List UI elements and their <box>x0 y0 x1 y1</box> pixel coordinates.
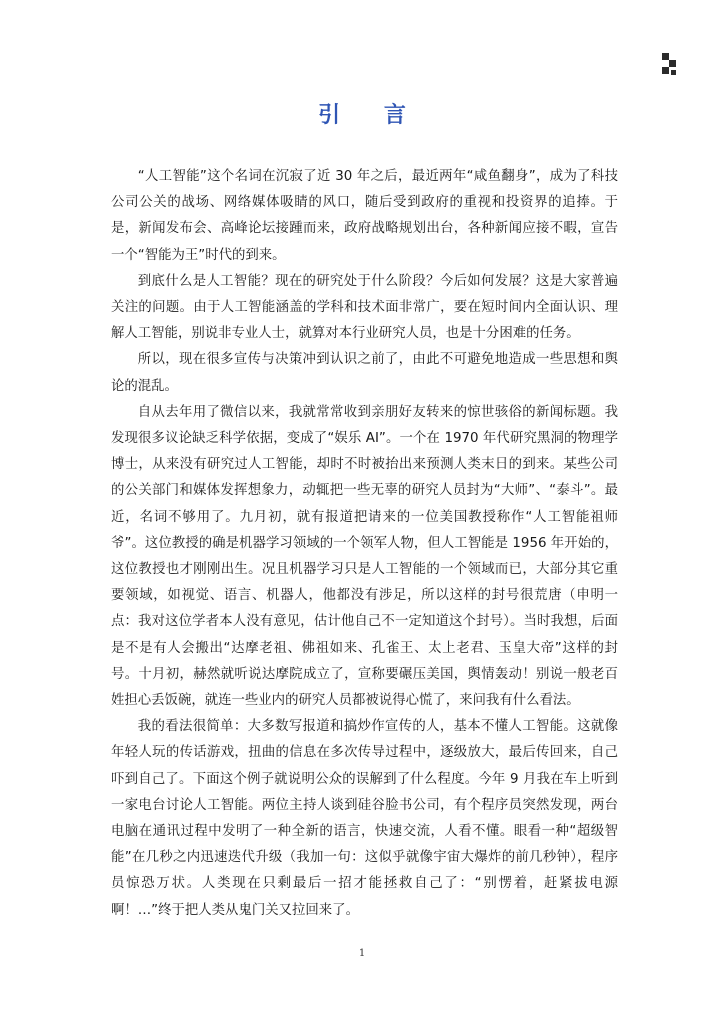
body-text <box>111 164 618 924</box>
page-title: 引 言 <box>318 103 424 128</box>
paragraph: 自从去年用了微信以来，我就常常收到亲朋好友转来的惊世骇俗的新闻标题。我发现很多议论缺乏科学依据，变成了“娱乐 AI”。一个在 1970 年代研究黑洞的物理学博士，从来没有研究过人工智能，却时不时被抬出来预测人类末日的到来。某些公司的公关部门和媒体发挥想象力，动辄把一些无辜的研究人员封为“大师”、“泰斗”。最近，名词不够用了。九月初，就有报道把请来的一位美国教授称作“人工智能祖师爷”。这位教授的确是机器学习领域的一个领军人物，但人工智能是 1956 年开始的，这位教授也才刚刚出生。况且机器学习只是人工智能的一个领域而已，大部分其它重要领域，如视觉、语言、机器人，他都没有涉足，所以这样的封号很荒唐（申明一点：我对这位学者本人没有意见，估计他自己不一定知道这个封号）。当时我想，后面是不是有人会搬出“达摩老祖、佛祖如来、孔雀王、太上老君、玉皇大帝”这样的封号。十月初，赫然就听说达摩院成立了，宣称要碾压美国，舆情轰动！别说一般老百姓担心丢饭碗，就连一些业内的研究人员都被说得心慌了，来问我有什么看法。 <box>111 404 618 709</box>
paragraph: “人工智能”这个名词在沉寂了近 30 年之后，最近两年“咸鱼翻身”，成为了科技公司公关的战场、网络媒体吸睛的风口，随后受到政府的重视和投资界的追捧。于是，新闻发布会、高峰论坛接踵而来，政府战略规划出台，各种新闻应接不暇，宣告一个“智能为王”时代的到来。 <box>111 169 618 263</box>
corner-logo-icon <box>660 50 680 80</box>
paragraph: 到底什么是人工智能？现在的研究处于什么阶段？今后如何发展？这是大家普遍关注的问题。由于人工智能涵盖的学科和技术面非常广，要在短时间内全面认识、理解人工智能，别说非专业人士，就算对本行业研究人员，也是十分困难的任务。 <box>111 273 618 342</box>
paragraph: 我的看法很简单：大多数写报道和搞炒作宣传的人，基本不懂人工智能。这就像年轻人玩的传话游戏，扭曲的信息在多次传导过程中，逐级放大，最后传回来，自己吓到自己了。下面这个例子就说明公众的误解到了什么程度。今年 9 月我在车上听到一家电台讨论人工智能。两位主持人谈到硅谷脸书公司，有个程序员突然发现，两台电脑在通讯过程中发明了一种全新的语言，快速交流，人看不懂。眼看一种“超级智能”在几秒之内迅速迭代升级（我加一句：这似乎就像宇宙大爆炸的前几秒钟），程序员惊恐万状。人类现在只剩最后一招才能拯救自己了：“别愣着，赶紧拔电源啊！…”终于把人类从鬼门关又拉回来了。 <box>111 719 618 918</box>
paragraph: 所以，现在很多宣传与决策冲到认识之前了，由此不可避免地造成一些思想和舆论的混乱。 <box>111 352 618 394</box>
page-number: 1 <box>358 948 366 959</box>
